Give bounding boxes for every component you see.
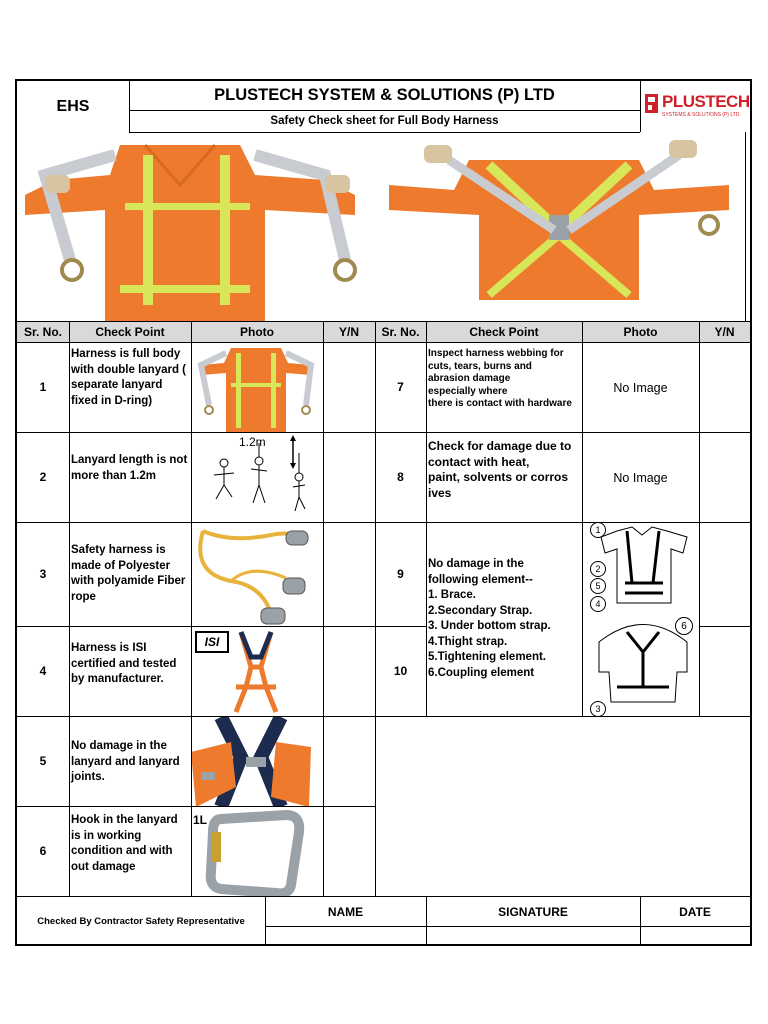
col-photo-left: Photo <box>240 324 274 339</box>
check-point-9-10-line: following element-- <box>428 573 533 586</box>
diagram-marker: 3 <box>590 701 606 717</box>
photo-8-no-image: No Image <box>613 471 668 485</box>
col-yn-right: Y/N <box>714 324 735 339</box>
diagram-marker: 2 <box>590 561 606 577</box>
lanyard-length-label: 1.2m <box>239 435 266 449</box>
check-sheet <box>15 79 752 946</box>
check-point-8 <box>428 439 580 501</box>
sr-no-4: 4 <box>39 664 47 679</box>
photo-3 <box>191 523 323 627</box>
yn-cell-1[interactable] <box>324 344 374 432</box>
sr-no-2: 2 <box>39 470 47 485</box>
diagram-marker: 6 <box>675 617 693 635</box>
check-point-9-10-line: 6.Coupling element <box>428 666 535 679</box>
check-point-7-line: there is contact with hardware <box>428 398 572 410</box>
yn-cell-8[interactable] <box>700 434 750 522</box>
check-point-9-10-line: 3. Under bottom strap. <box>428 620 551 632</box>
logo-brand: PLUSTECH <box>662 92 750 111</box>
check-point-5: No damage in the lanyard and lanyard joints. <box>71 740 180 783</box>
check-point-6: Hook in the lanyard is in working condition and with out damage <box>71 814 178 873</box>
yn-cell-7[interactable] <box>700 344 750 432</box>
check-point-7-line: abrasion damage <box>428 373 511 385</box>
yn-cell-3[interactable] <box>324 524 374 626</box>
sheet-subtitle: Safety Check sheet for Full Body Harness <box>270 115 499 127</box>
check-point-8-line: Check for damage due to <box>428 439 572 453</box>
company-logo <box>640 81 752 132</box>
photo-6 <box>191 807 323 897</box>
photo-1 <box>191 343 323 433</box>
photo-4 <box>191 627 323 717</box>
diagram-marker: 5 <box>590 578 606 594</box>
sr-no-1: 1 <box>39 380 47 395</box>
carabiner-hook-icon <box>191 807 323 897</box>
yn-cell-5[interactable] <box>324 718 374 806</box>
check-point-7-line: cuts, tears, burns and <box>428 360 532 372</box>
check-point-2: Lanyard length is not more than 1.2m <box>71 454 188 482</box>
footer-signature-header: SIGNATURE <box>498 904 568 919</box>
date-field[interactable] <box>641 927 749 945</box>
checked-by-label: Checked By Contractor Safety Representative <box>37 916 245 927</box>
check-point-9-10-line: 1. Brace. <box>428 589 476 601</box>
check-point-9-10-line: No damage in the <box>428 558 524 570</box>
signature-field[interactable] <box>427 927 639 945</box>
sr-no-10: 10 <box>393 664 408 679</box>
yn-cell-10[interactable] <box>700 628 750 716</box>
check-point-4: Harness is ISI certified and tested by manufacturer. <box>71 642 177 685</box>
check-point-7 <box>428 348 580 411</box>
sr-no-5: 5 <box>39 754 47 769</box>
photo-5 <box>191 717 323 807</box>
harness-back-icon <box>389 135 744 321</box>
check-point-7-line: especially where <box>428 385 508 397</box>
isi-mark-icon: ISI <box>195 631 229 653</box>
harness-back-banner-image <box>389 135 744 321</box>
check-point-9-10-line: 5.Tightening element. <box>428 651 546 663</box>
lanyard-hooks-icon <box>191 523 323 627</box>
hook-label: 1L <box>193 813 208 827</box>
photo-7-no-image: No Image <box>613 381 668 395</box>
photo-2 <box>199 433 317 521</box>
check-point-3: Safety harness is made of Polyester with polyamide Fiber rope <box>71 544 186 603</box>
col-yn-left: Y/N <box>338 324 359 339</box>
yn-cell-6[interactable] <box>324 808 374 896</box>
col-sr-no-right: Sr. No. <box>381 324 420 339</box>
col-check-point-left: Check Point <box>95 324 165 339</box>
sr-no-3: 3 <box>39 567 47 582</box>
check-point-8-line: paint, solvents or corros <box>428 470 569 484</box>
yn-cell-2[interactable] <box>324 434 374 522</box>
harness-closeup-icon <box>191 717 323 807</box>
diagram-marker: 1 <box>590 522 606 538</box>
ehs-label: EHS <box>56 97 90 115</box>
harness-front-icon <box>25 135 385 321</box>
company-title: PLUSTECH SYSTEM & SOLUTIONS (P) LTD <box>214 86 555 104</box>
harness-front-banner-image <box>25 135 385 321</box>
footer-date-header: DATE <box>679 904 711 919</box>
logo-tagline: SYSTEMS & SOLUTIONS (P) LTD. <box>662 112 741 118</box>
sr-no-6: 6 <box>39 844 47 859</box>
check-point-1: Harness is full body with double lanyard ( separate lanyard fixed in D-ring) <box>71 348 187 407</box>
col-sr-no-left: Sr. No. <box>23 324 62 339</box>
check-point-9-10-line: 4.Thight strap. <box>428 635 508 648</box>
check-point-8-line: contact with heat, <box>428 454 530 469</box>
check-point-9-10 <box>428 557 580 681</box>
sr-no-9: 9 <box>397 567 404 582</box>
check-point-9-10-line: 2.Secondary Strap. <box>428 604 533 617</box>
harness-front-icon <box>191 343 323 433</box>
col-photo-right: Photo <box>623 324 658 339</box>
sr-no-7: 7 <box>397 380 404 395</box>
diagram-marker: 4 <box>590 596 606 612</box>
yn-cell-9[interactable] <box>700 524 750 626</box>
yn-cell-4[interactable] <box>324 628 374 716</box>
check-point-7-line: Inspect harness webbing for <box>428 348 564 359</box>
sr-no-8: 8 <box>397 470 404 485</box>
name-field[interactable] <box>266 927 425 945</box>
col-check-point-right: Check Point <box>469 324 539 339</box>
check-point-8-line: ives <box>428 485 452 500</box>
footer-name-header: NAME <box>327 904 364 919</box>
